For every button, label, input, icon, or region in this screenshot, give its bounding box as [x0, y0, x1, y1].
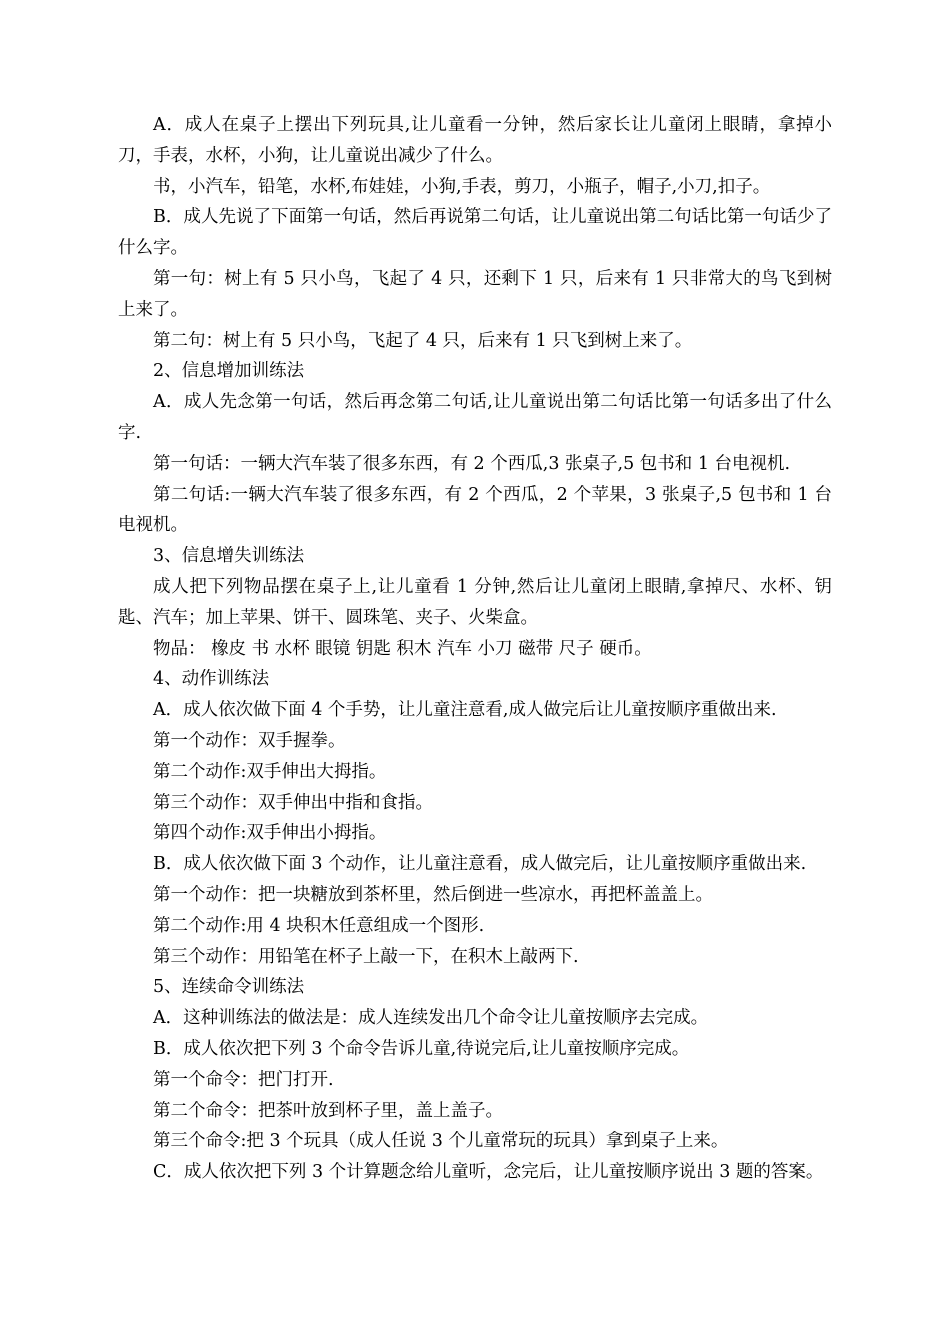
- paragraph-26: 第一个命令：把门打开.: [153, 1069, 334, 1090]
- paragraph-29: C．成人依次把下列 3 个计算题念给儿童听，念完后，让儿童按顺序说出 3 题的答案。: [153, 1162, 824, 1183]
- paragraph-11: 成人把下列物品摆在桌子上,让儿童看 1 分钟,然后让儿童闭上眼睛,拿掉尺、水杯、钥匙、汽车；加上苹果、饼干、圆珠笔、夹子、火柴盒。: [118, 576, 832, 628]
- paragraph-25: B．成人依次把下列 3 个命令告诉儿童,待说完后,让儿童按顺序完成。: [153, 1038, 690, 1059]
- paragraph-9: 第二句话:一辆大汽车装了很多东西，有 2 个西瓜，2 个苹果，3 张桌子,5 包书和 1 台电视机。: [118, 484, 832, 536]
- paragraph-15: 第一个动作：双手握拳。: [153, 730, 346, 751]
- paragraph-20: 第一个动作：把一块糖放到茶杯里，然后倒进一些凉水，再把杯盖盖上。: [153, 884, 713, 905]
- paragraph-7: A．成人先念第一句话，然后再念第二句话,让儿童说出第二句话比第一句话多出了什么字.: [118, 392, 832, 443]
- paragraph-27: 第二个命令：把茶叶放到杯子里，盖上盖子。: [153, 1100, 503, 1121]
- paragraph-5: 第二句：树上有 5 只小鸟，飞起了 4 只，后来有 1 只飞到树上来了。: [153, 330, 693, 351]
- paragraph-21: 第二个动作:用 4 块积木任意组成一个图形.: [153, 915, 485, 936]
- paragraph-17: 第三个动作：双手伸出中指和食指。: [153, 792, 433, 813]
- paragraph-3: B．成人先说了下面第一句话，然后再说第二句话，让儿童说出第二句话比第一句话少了什么字。: [118, 207, 832, 259]
- paragraph-12: 物品： 橡皮 书 水杯 眼镜 钥匙 积木 汽车 小刀 磁带 尺子 硬币。: [153, 638, 652, 659]
- section-heading-2: 2、信息增加训练法: [153, 361, 305, 382]
- paragraph-1: A．成人在桌子上摆出下列玩具,让儿童看一分钟，然后家长让儿童闭上眼睛，拿掉小刀，手表，水杯，小狗，让儿童说出减少了什么。: [118, 115, 832, 166]
- paragraph-19: B．成人依次做下面 3 个动作，让儿童注意看，成人做完后，让儿童按顺序重做出来.: [153, 854, 807, 875]
- paragraph-28: 第三个命令:把 3 个玩具（成人任说 3 个儿童常玩的玩具）拿到桌子上来。: [153, 1131, 729, 1152]
- paragraph-24: A．这种训练法的做法是：成人连续发出几个命令让儿童按顺序去完成。: [153, 1008, 709, 1029]
- section-heading-5: 5、连续命令训练法: [153, 977, 305, 998]
- paragraph-16: 第二个动作:双手伸出大拇指。: [153, 761, 387, 782]
- paragraph-2: 书，小汽车，铅笔，水杯,布娃娃，小狗,手表，剪刀，小瓶子，帽子,小刀,扣子。: [153, 176, 771, 197]
- paragraph-18: 第四个动作:双手伸出小拇指。: [153, 823, 387, 844]
- document-body: [118, 110, 832, 1188]
- paragraph-22: 第三个动作：用铅笔在杯子上敲一下，在积木上敲两下.: [153, 946, 579, 967]
- paragraph-14: A．成人依次做下面 4 个手势，让儿童注意看,成人做完后让儿童按顺序重做出来.: [153, 700, 777, 721]
- section-heading-4: 4、动作训练法: [153, 669, 270, 690]
- paragraph-4: 第一句：树上有 5 只小鸟，飞起了 4 只，还剩下 1 只，后来有 1 只非常大的鸟飞到树上来了。: [118, 268, 832, 320]
- paragraph-8: 第一句话：一辆大汽车装了很多东西，有 2 个西瓜,3 张桌子,5 包书和 1 台电视机.: [153, 453, 791, 474]
- section-heading-3: 3、信息增失训练法: [153, 546, 305, 567]
